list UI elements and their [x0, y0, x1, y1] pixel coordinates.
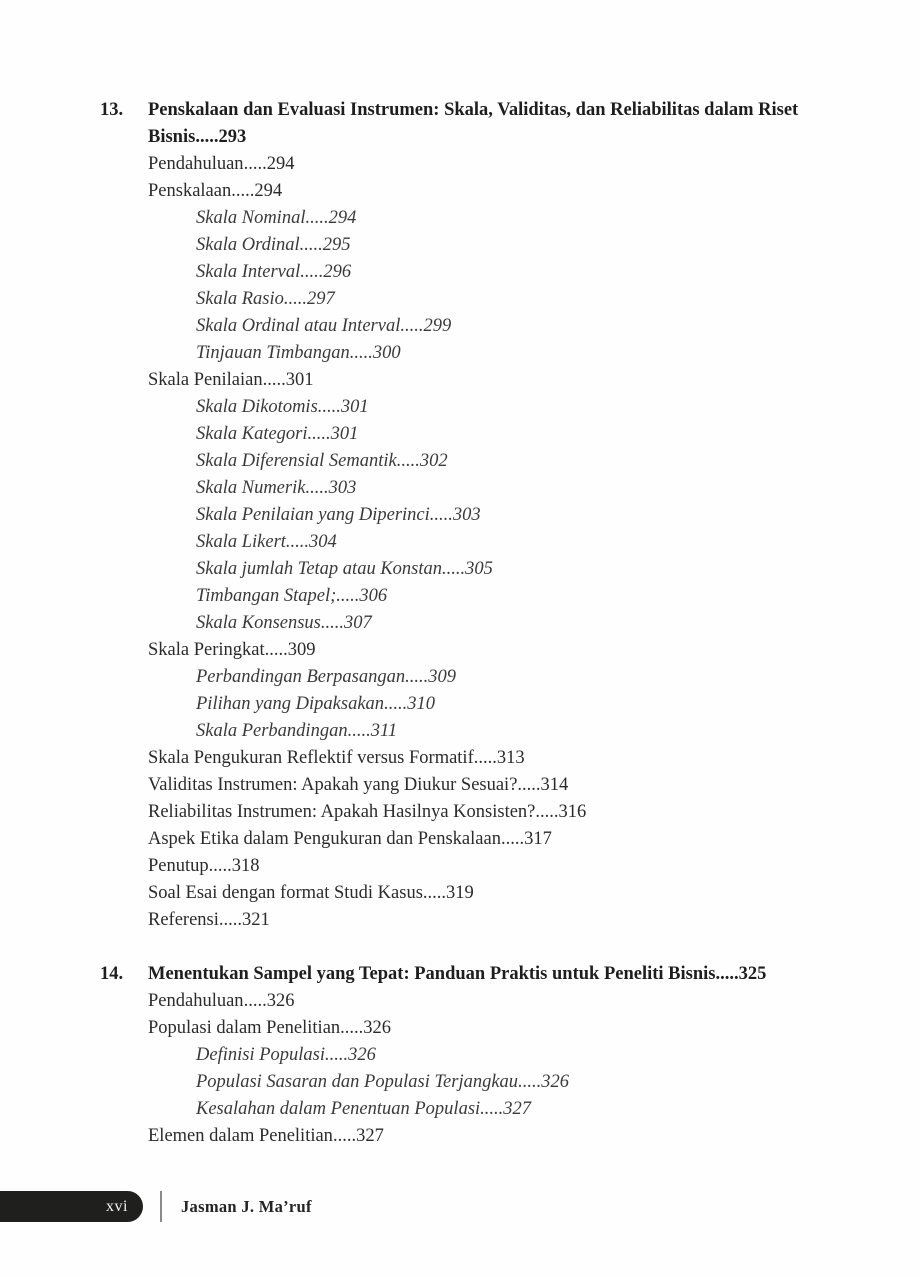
toc-entry — [196, 448, 830, 475]
toc-entry-label: Skala Pengukuran Reflektif versus Formatif — [148, 748, 474, 768]
toc-separator: ..... — [231, 181, 255, 201]
toc-entry-label: Skala Ordinal atau Interval — [196, 316, 401, 336]
toc-entry-label: Penutup — [148, 856, 209, 876]
toc-separator: ..... — [473, 748, 497, 768]
toc-entry-label: Soal Esai dengan format Studi Kasus — [148, 883, 423, 903]
toc-entry-label: Skala Penilaian — [148, 370, 263, 390]
toc-entry-label: Skala Peringkat — [148, 640, 265, 660]
toc-entry — [196, 502, 830, 529]
toc-entry-page: 301 — [285, 370, 314, 390]
toc-entry-label: Skala Interval — [196, 262, 301, 282]
toc-entry-label: Skala Numerik — [196, 478, 306, 498]
chapter-title — [148, 961, 766, 988]
toc-entry-page: 295 — [322, 235, 351, 255]
toc-entry — [148, 799, 830, 826]
toc-entry-label: Aspek Etika dalam Pengukuran dan Penskalaan — [148, 829, 501, 849]
toc-separator: ..... — [429, 505, 453, 525]
toc-entry-page: 301 — [340, 397, 369, 417]
toc-entry-page: 326 — [266, 991, 295, 1011]
toc-entry-label: Definisi Populasi — [196, 1045, 325, 1065]
toc-entry — [148, 151, 830, 178]
chapter-title-text: Menentukan Sampel yang Tepat: Panduan Praktis untuk Peneliti Bisnis — [148, 964, 716, 984]
toc-entry-label: Skala jumlah Tetap atau Konstan — [196, 559, 443, 579]
toc-entry-page: 306 — [359, 586, 388, 606]
chapter-heading — [100, 97, 830, 151]
toc-entry — [148, 988, 830, 1015]
toc-entry-page: 327 — [356, 1126, 384, 1146]
toc-separator: ..... — [243, 991, 267, 1011]
toc-entry-page: 309 — [287, 640, 316, 660]
toc-entry — [148, 637, 830, 664]
toc-entry — [148, 853, 830, 880]
toc-entry-page: 314 — [540, 775, 569, 795]
toc-entry-label: Skala Diferensial Semantik — [196, 451, 397, 471]
toc-entry-page: 307 — [344, 613, 372, 633]
toc-entry — [196, 259, 830, 286]
toc-entry-page: 296 — [323, 262, 352, 282]
toc-separator: ..... — [264, 640, 288, 660]
toc-entry-page: 326 — [541, 1072, 569, 1092]
toc-entry-page: 303 — [452, 505, 481, 525]
toc-entry-label: Skala Dikotomis — [196, 397, 318, 417]
toc-entry-page: 302 — [419, 451, 448, 471]
toc-entry-page: 310 — [407, 694, 435, 714]
toc-entry-page: 321 — [242, 910, 270, 930]
toc-entry-label: Skala Penilaian yang Diperinci — [196, 505, 430, 525]
toc-entry — [196, 286, 830, 313]
toc-separator: ..... — [305, 208, 329, 228]
toc-entry-label: Kesalahan dalam Penentuan Populasi — [196, 1099, 481, 1119]
toc-entry-page: 294 — [266, 154, 295, 174]
toc-entry — [148, 1123, 830, 1150]
footer-author: Jasman J. Ma’ruf — [181, 1196, 312, 1216]
toc-separator: ..... — [195, 127, 219, 147]
toc-entry-label: Pendahuluan — [148, 154, 244, 174]
toc-entry-label: Populasi dalam Penelitian — [148, 1018, 341, 1038]
toc-separator: ..... — [500, 829, 525, 849]
toc-entry — [196, 232, 830, 259]
toc-separator: ..... — [347, 721, 371, 741]
toc-entry-label: Elemen dalam Penelitian — [148, 1126, 333, 1146]
toc-separator: ..... — [384, 694, 408, 714]
toc-entry-label: Populasi Sasaran dan Populasi Terjangkau — [196, 1072, 519, 1092]
toc-entry — [148, 772, 830, 799]
toc-entry — [148, 880, 830, 907]
toc-separator: ..... — [349, 343, 373, 363]
toc-entry — [196, 583, 830, 610]
toc-separator: ..... — [400, 316, 424, 336]
toc-entry — [148, 745, 830, 772]
toc-entry-label: Penskalaan — [148, 181, 232, 201]
toc-entry-page: 297 — [307, 289, 335, 309]
toc-separator: ..... — [396, 451, 420, 471]
toc-entry-page: 294 — [328, 208, 357, 228]
toc-entry — [196, 664, 830, 691]
toc-separator: ..... — [320, 613, 344, 633]
toc-entry — [196, 205, 830, 232]
toc-entry-page: 305 — [465, 559, 493, 579]
toc-entry-page: 299 — [423, 316, 452, 336]
toc-entry-label: Skala Kategori — [196, 424, 308, 444]
toc-separator: ..... — [325, 1045, 349, 1065]
toc-separator: ..... — [535, 802, 559, 822]
toc-entry — [196, 475, 830, 502]
toc-separator: ..... — [340, 1018, 364, 1038]
toc-separator: ..... — [243, 154, 267, 174]
toc-entry — [148, 826, 830, 853]
chapter-title-text: Penskalaan dan Evaluasi Instrumen: Skala, Validitas, dan Reliabilitas dalam Riset Bisnis — [148, 100, 799, 147]
toc-entry-page: 311 — [370, 721, 398, 741]
toc-entry-label: Timbangan Stapel; — [196, 586, 337, 606]
toc-separator: ..... — [517, 775, 541, 795]
page-footer — [0, 1191, 920, 1222]
toc-entry-label: Skala Konsensus — [196, 613, 321, 633]
toc-entry — [196, 340, 830, 367]
toc-entry — [196, 529, 830, 556]
chapter-title — [148, 97, 824, 151]
toc-separator: ..... — [336, 586, 360, 606]
toc-entry — [148, 907, 830, 934]
toc-entry-label: Pilihan yang Dipaksakan — [196, 694, 385, 714]
toc-separator: ..... — [208, 856, 232, 876]
toc-entry — [196, 1069, 830, 1096]
toc-entry-page: 304 — [309, 532, 337, 552]
toc-entry-page: 326 — [348, 1045, 376, 1065]
toc-entry-label: Referensi — [148, 910, 219, 930]
toc-separator: ..... — [332, 1126, 357, 1146]
toc-entry — [148, 1015, 830, 1042]
page-number: xvi — [106, 1197, 128, 1215]
toc-entry — [196, 718, 830, 745]
toc-separator: ..... — [307, 424, 331, 444]
toc-entry-label: Skala Ordinal — [196, 235, 300, 255]
toc-separator: ..... — [283, 289, 307, 309]
toc-entry-page: 316 — [558, 802, 587, 822]
toc-entry-page: 326 — [363, 1018, 392, 1038]
chapter-page-number: 293 — [218, 127, 247, 147]
toc-entry-page: 303 — [328, 478, 357, 498]
toc-entry-page: 319 — [446, 883, 474, 903]
toc-separator: ..... — [305, 478, 329, 498]
toc-entry-label: Skala Nominal — [196, 208, 306, 228]
toc-entry — [196, 394, 830, 421]
toc-entry-page: 301 — [330, 424, 359, 444]
toc-entry — [196, 691, 830, 718]
toc-entry-label: Skala Rasio — [196, 289, 284, 309]
toc-separator: ..... — [262, 370, 286, 390]
toc-separator: ..... — [285, 532, 310, 552]
chapter-page-number: 325 — [738, 964, 767, 984]
toc-entry-page: 300 — [372, 343, 401, 363]
toc-separator: ..... — [300, 262, 324, 282]
chapter-heading — [100, 961, 830, 988]
toc-entry — [148, 367, 830, 394]
toc-entry-page: 294 — [254, 181, 283, 201]
toc-separator: ..... — [715, 964, 739, 984]
toc-separator: ..... — [299, 235, 323, 255]
toc-entry-page: 309 — [428, 667, 457, 687]
toc-separator: ..... — [317, 397, 341, 417]
chapter-block — [100, 97, 830, 934]
toc-separator: ..... — [218, 910, 243, 930]
chapter-block — [100, 961, 830, 1150]
toc-entry — [196, 1096, 830, 1123]
toc-entry-page: 318 — [231, 856, 260, 876]
toc-separator: ..... — [518, 1072, 542, 1092]
toc-entry — [196, 1042, 830, 1069]
toc-entry — [196, 610, 830, 637]
chapter-number: 14. — [100, 964, 124, 984]
toc-entry — [196, 556, 830, 583]
toc-entry-page: 313 — [496, 748, 525, 768]
toc-entry-label: Skala Likert — [196, 532, 286, 552]
page-number-pill — [0, 1191, 143, 1222]
toc-entry — [196, 313, 830, 340]
toc-separator: ..... — [405, 667, 429, 687]
toc-entry-page: 317 — [524, 829, 552, 849]
toc-entry — [196, 421, 830, 448]
toc-entry-label: Validitas Instrumen: Apakah yang Diukur Sesuai? — [148, 775, 518, 795]
toc-entry-label: Skala Perbandingan — [196, 721, 348, 741]
toc-entry-label: Pendahuluan — [148, 991, 244, 1011]
toc-entry-label: Reliabilitas Instrumen: Apakah Hasilnya Konsisten? — [148, 802, 536, 822]
footer-divider — [160, 1191, 162, 1222]
toc-entry — [148, 178, 830, 205]
toc-separator: ..... — [442, 559, 466, 579]
toc-separator: ..... — [422, 883, 447, 903]
toc-entry-label: Tinjauan Timbangan — [196, 343, 350, 363]
toc-entry-label: Perbandingan Berpasangan — [196, 667, 406, 687]
toc-separator: ..... — [480, 1099, 504, 1119]
toc-entry-page: 327 — [503, 1099, 532, 1119]
chapter-number: 13. — [100, 100, 124, 120]
